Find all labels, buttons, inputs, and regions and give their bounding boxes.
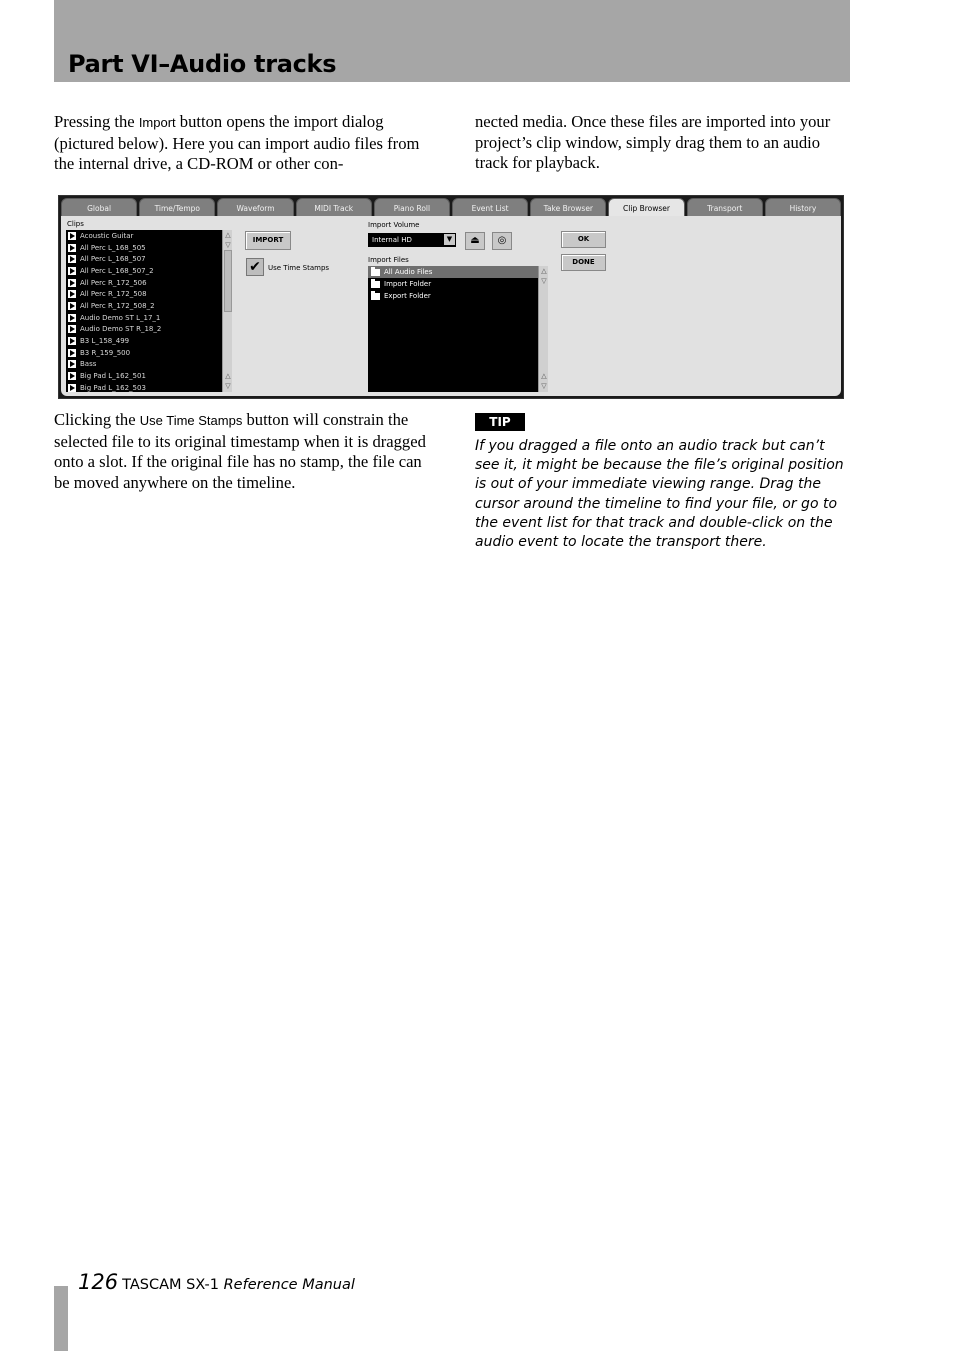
scroll-down-icon[interactable]: ▽ bbox=[225, 382, 231, 390]
list-item[interactable] bbox=[66, 230, 222, 242]
clip-browser-screenshot bbox=[58, 195, 844, 399]
play-icon[interactable] bbox=[68, 360, 76, 368]
play-icon[interactable] bbox=[68, 314, 76, 322]
play-icon[interactable] bbox=[68, 325, 76, 333]
tab-midi-track[interactable]: MIDI Track bbox=[296, 198, 372, 217]
list-item[interactable] bbox=[66, 335, 222, 347]
import-term: Import bbox=[138, 115, 176, 130]
tab-bar bbox=[61, 198, 841, 217]
file-name: Export Folder bbox=[384, 292, 431, 300]
file-name: All Audio Files bbox=[384, 268, 433, 276]
list-item[interactable] bbox=[368, 290, 538, 302]
list-item[interactable] bbox=[66, 382, 222, 394]
clip-name: All Perc L_168_507_2 bbox=[80, 266, 154, 275]
import-volume-value: Internal HD bbox=[372, 236, 412, 244]
eject-button[interactable] bbox=[465, 232, 485, 250]
play-icon[interactable] bbox=[68, 349, 76, 357]
list-item[interactable] bbox=[368, 266, 538, 278]
scroll-down-icon[interactable]: ▽ bbox=[541, 277, 547, 285]
list-item[interactable] bbox=[66, 370, 222, 382]
eject-icon: ⏏ bbox=[470, 235, 480, 246]
tab-clip-browser[interactable]: Clip Browser bbox=[608, 198, 684, 217]
import-button[interactable]: IMPORT bbox=[245, 231, 291, 250]
chevron-down-icon[interactable]: ▼ bbox=[444, 234, 455, 245]
clip-name: B3 L_158_499 bbox=[80, 337, 130, 346]
import-files-label: Import Files bbox=[368, 256, 409, 264]
clips-list[interactable] bbox=[66, 230, 222, 392]
tab-global[interactable]: Global bbox=[61, 198, 137, 217]
list-item[interactable] bbox=[66, 324, 222, 336]
tab-time-tempo[interactable]: Time/Tempo bbox=[139, 198, 215, 217]
play-icon[interactable] bbox=[68, 255, 76, 263]
cd-icon: ◎ bbox=[497, 235, 507, 246]
scroll-up-icon[interactable]: △ bbox=[541, 267, 547, 275]
list-item[interactable] bbox=[66, 347, 222, 359]
clip-browser-panel bbox=[61, 216, 841, 396]
page-number: 126 bbox=[78, 1270, 119, 1294]
text: Pressing the bbox=[54, 112, 139, 131]
page-title: Part VI–Audio tracks bbox=[68, 50, 337, 78]
use-time-stamps-term: Use Time Stamps bbox=[139, 413, 243, 428]
play-icon[interactable] bbox=[68, 384, 76, 392]
folder-icon bbox=[371, 281, 380, 288]
list-item[interactable] bbox=[66, 277, 222, 289]
play-icon[interactable] bbox=[68, 232, 76, 240]
clip-name: All Perc L_168_507 bbox=[80, 255, 146, 264]
play-icon[interactable] bbox=[68, 302, 76, 310]
footer-manual: Reference Manual bbox=[219, 1277, 355, 1293]
cd-button[interactable] bbox=[492, 232, 512, 250]
import-volume-label: Import Volume bbox=[368, 221, 420, 229]
tab-piano-roll[interactable]: Piano Roll bbox=[374, 198, 450, 217]
import-volume-select[interactable] bbox=[368, 233, 456, 247]
scroll-down-icon[interactable]: ▽ bbox=[541, 382, 547, 390]
clips-scrollbar[interactable] bbox=[222, 230, 232, 392]
scroll-down-icon[interactable]: ▽ bbox=[225, 241, 231, 249]
intro-paragraph-continued: nected media. Once these files are imported into your project’s clip window, simply drag them to an audio track for playback. bbox=[475, 112, 831, 173]
ok-button[interactable]: OK bbox=[561, 231, 606, 248]
list-item[interactable] bbox=[368, 278, 538, 290]
play-icon[interactable] bbox=[68, 372, 76, 380]
clip-name: Audio Demo ST L_17_1 bbox=[80, 313, 161, 322]
footer-bar bbox=[54, 1286, 68, 1351]
clips-label: Clips bbox=[67, 220, 84, 228]
clip-name: All Perc R_172_506 bbox=[80, 278, 147, 287]
list-item[interactable] bbox=[66, 300, 222, 312]
play-icon[interactable] bbox=[68, 337, 76, 345]
tab-take-browser[interactable]: Take Browser bbox=[530, 198, 606, 217]
scroll-thumb[interactable] bbox=[224, 250, 232, 312]
import-files-list[interactable] bbox=[368, 266, 538, 392]
header-band bbox=[54, 0, 850, 82]
clip-name: Audio Demo ST R_18_2 bbox=[80, 325, 162, 334]
play-icon[interactable] bbox=[68, 267, 76, 275]
list-item[interactable] bbox=[66, 312, 222, 324]
clip-name: Bass bbox=[80, 360, 97, 369]
scroll-up-icon[interactable]: △ bbox=[541, 372, 547, 380]
folder-icon bbox=[371, 293, 380, 300]
clip-name: All Perc L_168_505 bbox=[80, 243, 146, 252]
done-button[interactable]: DONE bbox=[561, 254, 606, 271]
file-name: Import Folder bbox=[384, 280, 432, 288]
clip-name: B3 R_159_500 bbox=[80, 348, 131, 357]
files-scrollbar[interactable] bbox=[538, 266, 548, 392]
clip-name: Big Pad L_162_501 bbox=[80, 372, 146, 381]
list-item[interactable] bbox=[66, 288, 222, 300]
clip-name: Acoustic Guitar bbox=[80, 231, 134, 240]
use-time-stamps-label: Use Time Stamps bbox=[268, 264, 330, 272]
play-icon[interactable] bbox=[68, 244, 76, 252]
clip-name: All Perc R_172_508 bbox=[80, 290, 147, 299]
list-item[interactable] bbox=[66, 242, 222, 254]
tip-text: If you dragged a file onto an audio track but can’t see it, it might be because the file’s original position is out of your immediate viewing range. Drag the cursor around the timeline to find your file, or go to the event list for that track and double-click on the audio event to locate the transport there. bbox=[475, 438, 844, 551]
play-icon[interactable] bbox=[68, 279, 76, 287]
tip-badge: TIP bbox=[475, 413, 525, 431]
text: button opens the import dialog (pictured below). Here you can import audio files from the internal drive, a CD-ROM or other con- bbox=[54, 112, 420, 174]
intro-paragraph bbox=[54, 112, 424, 175]
use-time-stamps-checkbox[interactable] bbox=[246, 258, 264, 276]
play-icon[interactable] bbox=[68, 290, 76, 298]
text: button will constrain the selected file to its original timestamp when it is dragged onto a slot. If the original file has no stamp, the file can be moved anywhere on the timeline. bbox=[54, 410, 426, 492]
list-item[interactable] bbox=[66, 253, 222, 265]
folder-icon bbox=[371, 269, 380, 276]
time-stamps-paragraph bbox=[54, 410, 434, 493]
list-item[interactable] bbox=[66, 359, 222, 371]
tab-event-list[interactable]: Event List bbox=[452, 198, 528, 217]
clip-name: Big Pad L_162_503 bbox=[80, 383, 146, 392]
scroll-up-icon[interactable]: △ bbox=[225, 372, 231, 380]
tab-waveform[interactable]: Waveform bbox=[217, 198, 293, 217]
tab-transport[interactable]: Transport bbox=[687, 198, 763, 217]
list-item[interactable] bbox=[66, 265, 222, 277]
text: Clicking the bbox=[54, 410, 140, 429]
scroll-up-icon[interactable]: △ bbox=[225, 231, 231, 239]
checkmark-icon: ✔ bbox=[249, 259, 261, 275]
page-footer bbox=[78, 1270, 355, 1294]
clip-name: All Perc R_172_508_2 bbox=[80, 301, 155, 310]
tab-history[interactable]: History bbox=[765, 198, 841, 217]
footer-brand: TASCAM SX-1 bbox=[122, 1277, 219, 1293]
